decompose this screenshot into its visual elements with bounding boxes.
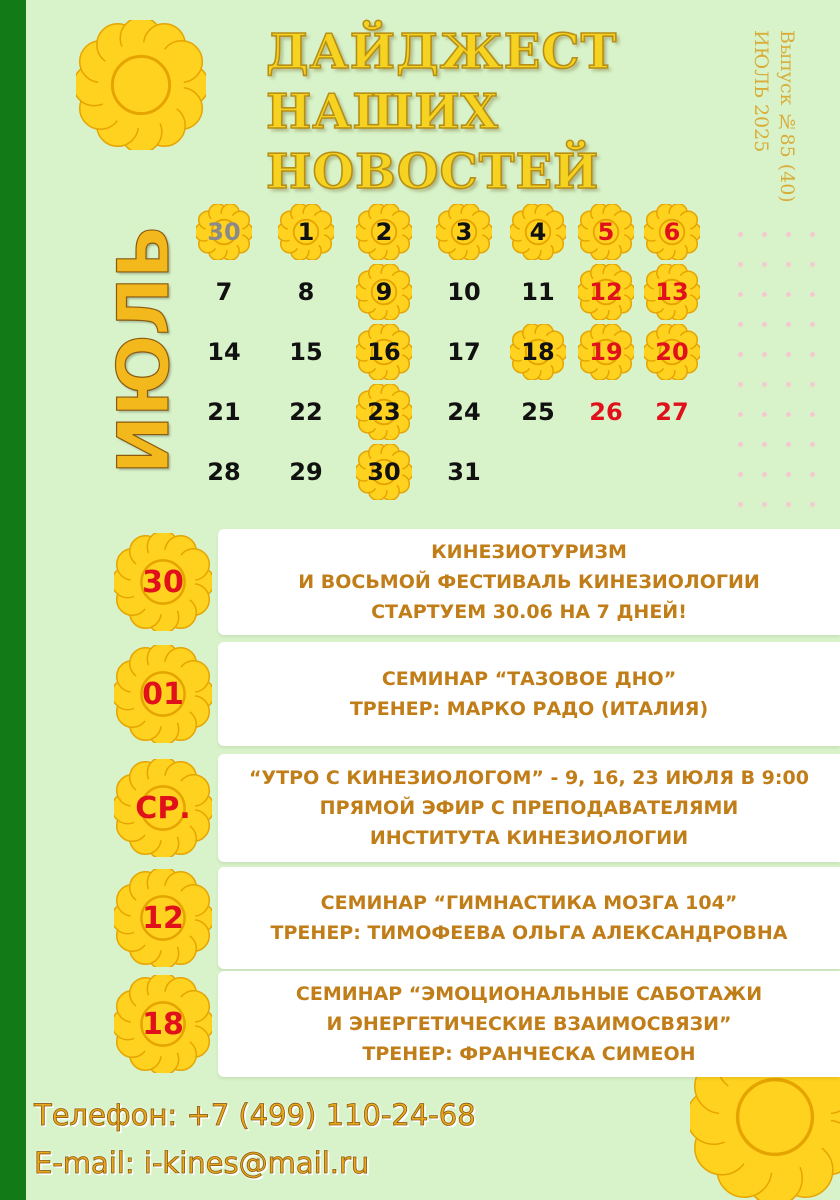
event-date-badge (114, 869, 212, 967)
calendar-day (352, 202, 416, 262)
calendar-day (192, 322, 256, 382)
calendar-day-number: 17 (447, 338, 481, 366)
calendar-day-number: 20 (655, 338, 689, 366)
calendar-day (274, 322, 338, 382)
calendar-day-number: 15 (289, 338, 323, 366)
decorative-dot (810, 502, 815, 507)
event-card (218, 754, 840, 862)
calendar-day (352, 382, 416, 442)
decorative-dot (762, 262, 767, 267)
calendar-day (574, 262, 638, 322)
issue-number: Выпуск №85 (40) (776, 30, 798, 203)
calendar-day (432, 322, 496, 382)
calendar-day (506, 202, 570, 262)
calendar-day-number: 19 (589, 338, 623, 366)
calendar-day (640, 382, 704, 442)
calendar-day (640, 322, 704, 382)
calendar-day-number: 3 (455, 218, 473, 246)
calendar-day (192, 262, 256, 322)
decorative-dot (762, 382, 767, 387)
calendar-day (574, 202, 638, 262)
event-text-line: СЕМИНАР “ГИМНАСТИКА МОЗГА 104” (320, 892, 738, 914)
calendar-day-number: 10 (447, 278, 481, 306)
calendar-day-number: 23 (367, 398, 401, 426)
event-text-line: ТРЕНЕР: ФРАНЧЕСКА СИМЕОН (362, 1043, 696, 1065)
title-line-2: НАШИХ (266, 84, 499, 140)
month-label-text: ИЮЛЬ (103, 226, 185, 475)
calendar-day (432, 202, 496, 262)
calendar-day-number: 1 (297, 218, 315, 246)
decorative-dot (810, 292, 815, 297)
calendar-day (432, 262, 496, 322)
title-line-1: ДАЙДЖЕСТ (266, 24, 618, 80)
event-text-line: И ЭНЕРГЕТИЧЕСКИЕ ВЗАИМОСВЯЗИ” (326, 1013, 732, 1035)
month-label (103, 226, 185, 475)
decorative-dot (810, 412, 815, 417)
decorative-dot (786, 412, 791, 417)
calendar-day-number: 25 (521, 398, 555, 426)
contact-phone: Телефон: +7 (499) 110-24-68 (34, 1098, 476, 1132)
decorative-dot (810, 472, 815, 477)
event-text-line: КИНЕЗИОТУРИЗМ (431, 541, 627, 563)
issue-date: ИЮЛЬ 2025 (750, 30, 772, 153)
decorative-dot (786, 322, 791, 327)
decorative-dot (762, 472, 767, 477)
decorative-dot (810, 322, 815, 327)
calendar-day (432, 382, 496, 442)
left-green-strip (0, 0, 26, 1200)
decorative-dot (786, 472, 791, 477)
calendar-day-number: 30 (367, 458, 401, 486)
event-text-line: ИНСТИТУТА КИНЕЗИОЛОГИИ (369, 827, 689, 849)
event-date-label: 01 (142, 676, 184, 712)
calendar-day-number: 13 (655, 278, 689, 306)
calendar-day-number: 24 (447, 398, 481, 426)
calendar-day-number: 30 (207, 218, 241, 246)
decorative-dot (786, 442, 791, 447)
calendar-day (506, 322, 570, 382)
event-date-badge (114, 533, 212, 631)
calendar-day-number: 29 (289, 458, 323, 486)
calendar-day (574, 382, 638, 442)
event-card (218, 971, 840, 1077)
calendar-day (640, 262, 704, 322)
event-date-badge (114, 645, 212, 743)
decorative-dot (738, 412, 743, 417)
calendar-day (192, 202, 256, 262)
calendar-day-number: 7 (215, 278, 233, 306)
event-text-line: “УТРО С КИНЕЗИОЛОГОМ” - 9, 16, 23 ИЮЛЯ В 9:00 (249, 767, 809, 789)
calendar-day (506, 262, 570, 322)
decorative-dot (762, 232, 767, 237)
calendar-day-number: 9 (375, 278, 393, 306)
calendar-day-number: 22 (289, 398, 323, 426)
decorative-dot (738, 502, 743, 507)
decorative-dot (810, 262, 815, 267)
calendar-day (574, 322, 638, 382)
decorative-dot (738, 382, 743, 387)
decorative-dot (738, 322, 743, 327)
calendar-day-number: 26 (589, 398, 623, 426)
calendar-day-number: 16 (367, 338, 401, 366)
decorative-dot (738, 232, 743, 237)
calendar-day (352, 262, 416, 322)
decorative-dot (738, 262, 743, 267)
calendar-day (274, 202, 338, 262)
event-date-badge (114, 759, 212, 857)
event-date-label: 30 (142, 564, 184, 600)
calendar-day-number: 21 (207, 398, 241, 426)
decorative-dot (810, 232, 815, 237)
calendar-day-number: 18 (521, 338, 555, 366)
calendar-day-number: 8 (297, 278, 315, 306)
decorative-dot (762, 442, 767, 447)
decorative-dot (762, 292, 767, 297)
event-date-badge (114, 975, 212, 1073)
calendar-grid (192, 202, 712, 512)
calendar-day-number: 4 (529, 218, 547, 246)
decorative-dot (786, 292, 791, 297)
event-text-line: И ВОСЬМОЙ ФЕСТИВАЛЬ КИНЕЗИОЛОГИИ (298, 571, 760, 593)
decorative-flower-top-left (76, 20, 206, 150)
contact-email: E-mail: i-kines@mail.ru (34, 1146, 370, 1180)
event-text-line: СЕМИНАР “ЭМОЦИОНАЛЬНЫЕ САБОТАЖИ (295, 983, 763, 1005)
decorative-dot (738, 472, 743, 477)
decorative-dot (810, 382, 815, 387)
decorative-dot (810, 352, 815, 357)
decorative-dot (762, 412, 767, 417)
issue-info (748, 30, 800, 203)
calendar-day (432, 442, 496, 502)
decorative-dot (738, 292, 743, 297)
calendar-day-number: 12 (589, 278, 623, 306)
decorative-dot (786, 352, 791, 357)
event-text-line: ПРЯМОЙ ЭФИР С ПРЕПОДАВАТЕЛЯМИ (319, 797, 739, 819)
calendar-day (640, 202, 704, 262)
event-card (218, 867, 840, 969)
page-title (266, 22, 626, 202)
event-date-label: 18 (142, 1006, 184, 1042)
decorative-dot (786, 232, 791, 237)
calendar-day-number: 6 (663, 218, 681, 246)
decorative-dot (738, 442, 743, 447)
calendar-day (352, 442, 416, 502)
event-date-label: СР. (135, 790, 191, 826)
calendar-day (506, 382, 570, 442)
event-date-label: 12 (142, 900, 184, 936)
decorative-dot (762, 502, 767, 507)
decorative-dot (738, 352, 743, 357)
decorative-dot (786, 382, 791, 387)
calendar-day-number: 31 (447, 458, 481, 486)
decorative-dots (738, 232, 818, 517)
calendar-day (274, 442, 338, 502)
decorative-dot (786, 502, 791, 507)
title-line-3: НОВОСТЕЙ (266, 144, 600, 200)
decorative-dot (762, 322, 767, 327)
calendar-day (352, 322, 416, 382)
calendar-day (274, 262, 338, 322)
calendar-day-number: 5 (597, 218, 615, 246)
calendar-day (274, 382, 338, 442)
calendar-day-number: 27 (655, 398, 689, 426)
event-text-line: СЕМИНАР “ТАЗОВОЕ ДНО” (381, 668, 677, 690)
calendar-day-number: 11 (521, 278, 555, 306)
event-card (218, 642, 840, 746)
event-text-line: ТРЕНЕР: ТИМОФЕЕВА ОЛЬГА АЛЕКСАНДРОВНА (270, 922, 788, 944)
event-card (218, 529, 840, 635)
decorative-dot (810, 442, 815, 447)
decorative-dot (762, 352, 767, 357)
calendar-day-number: 14 (207, 338, 241, 366)
calendar-day-number: 28 (207, 458, 241, 486)
calendar-day-number: 2 (375, 218, 393, 246)
decorative-dot (786, 262, 791, 267)
event-text-line: СТАРТУЕМ 30.06 НА 7 ДНЕЙ! (371, 601, 687, 623)
calendar-day (192, 442, 256, 502)
calendar-day (192, 382, 256, 442)
event-text-line: ТРЕНЕР: МАРКО РАДО (ИТАЛИЯ) (349, 698, 709, 720)
